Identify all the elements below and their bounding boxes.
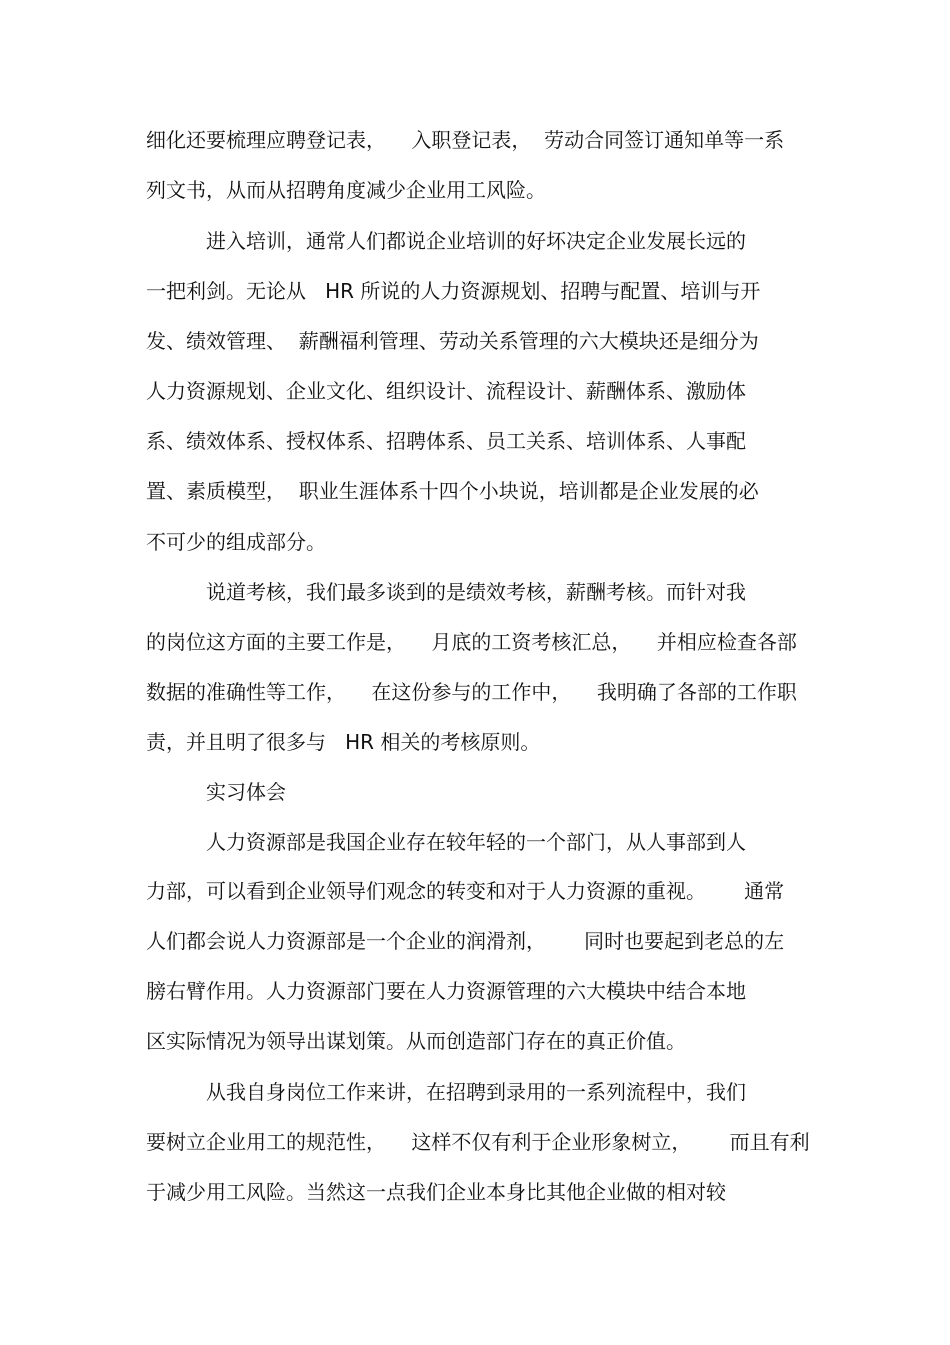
text-line: 不可少的组成部分。: [146, 530, 326, 554]
paragraph-first-line: 从我自身岗位工作来讲，在招聘到录用的一系列流程中，我们: [206, 1080, 746, 1104]
text-line: 责，并且明了很多与 HR 相关的考核原则。: [146, 730, 541, 754]
text-line: 置、素质模型， 职业生涯体系十四个小块说，培训都是企业发展的必: [146, 479, 759, 503]
text-line: 系、绩效体系、授权体系、招聘体系、员工关系、培训体系、人事配: [146, 429, 746, 453]
text-line: 的岗位这方面的主要工作是， 月底的工资考核汇总， 并相应检查各部: [146, 630, 797, 654]
text-line: 列文书，从而从招聘角度减少企业用工风险。: [146, 178, 546, 202]
text-line: 人力资源规划、企业文化、组织设计、流程设计、薪酬体系、激励体: [146, 379, 746, 403]
paragraph-first-line: 进入培训，通常人们都说企业培训的好坏决定企业发展长远的: [206, 229, 746, 253]
text-line: 数据的准确性等工作， 在这份参与的工作中， 我明确了各部的工作职: [146, 680, 797, 704]
text-line: 要树立企业用工的规范性， 这样不仅有利于企业形象树立， 而且有利: [146, 1130, 810, 1154]
text-line: 一把利剑。无论从 HR 所说的人力资源规划、招聘与配置、培训与开: [146, 279, 761, 303]
text-line: 于减少用工风险。当然这一点我们企业本身比其他企业做的相对较: [146, 1180, 726, 1204]
text-line: 力部，可以看到企业领导们观念的转变和对于人力资源的重视。 通常: [146, 879, 785, 903]
paragraph-first-line: 说道考核，我们最多谈到的是绩效考核，薪酬考核。而针对我: [206, 580, 746, 604]
text-line: 细化还要梳理应聘登记表， 入职登记表， 劳动合同签订通知单等一系: [146, 128, 785, 152]
text-line: 区实际情况为领导出谋划策。从而创造部门存在的真正价值。: [146, 1029, 686, 1053]
paragraph-first-line: 人力资源部是我国企业存在较年轻的一个部门，从人事部到人: [206, 830, 746, 854]
section-heading: 实习体会: [206, 780, 286, 804]
text-line: 膀右臂作用。人力资源部门要在人力资源管理的六大模块中结合本地: [146, 979, 746, 1003]
text-line: 人们都会说人力资源部是一个企业的润滑剂， 同时也要起到老总的左: [146, 929, 785, 953]
text-line: 发、绩效管理、 薪酬福利管理、劳动关系管理的六大模块还是细分为: [146, 329, 759, 353]
